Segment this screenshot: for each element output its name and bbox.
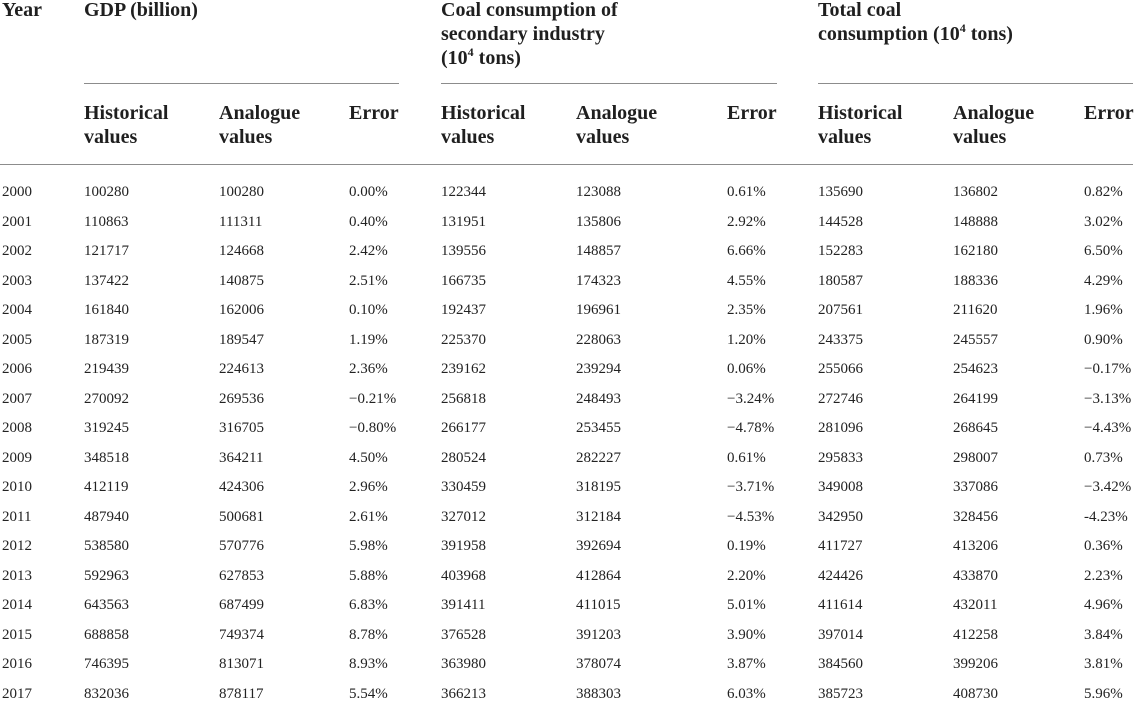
subheader-coal-secondary-error: Error <box>727 102 777 124</box>
cell-gdp-historical: 100280 <box>84 184 129 200</box>
cell-coal-secondary-historical: 366213 <box>441 685 486 702</box>
cell-gdp-error: 2.61% <box>349 508 388 525</box>
cell-total-coal-historical: 272746 <box>818 390 863 407</box>
cell-total-coal-historical: 397014 <box>818 626 863 643</box>
cell-total-coal-analogue: 245557 <box>953 331 998 348</box>
subheader-total-coal-analogue-line1: Analogue <box>953 102 1035 124</box>
cell-coal-secondary-historical: 131951 <box>441 213 486 230</box>
header-year: Year <box>2 0 42 21</box>
table-row <box>0 414 1145 444</box>
cell-gdp-historical: 219439 <box>84 361 129 377</box>
cell-total-coal-analogue: 136802 <box>953 184 998 200</box>
cell-total-coal-historical: 152283 <box>818 243 863 259</box>
header-total-coal-pre: consumption (10 <box>818 23 960 45</box>
cell-total-coal-historical: 135690 <box>818 184 863 200</box>
cell-total-coal-error: −3.13% <box>1084 390 1132 407</box>
cell-coal-secondary-analogue: 196961 <box>576 302 621 318</box>
header-coal-secondary-unit-post: tons) <box>473 47 521 69</box>
table-row <box>0 355 1145 385</box>
cell-gdp-analogue: 424306 <box>219 479 264 495</box>
cell-gdp-historical: 110863 <box>84 213 129 230</box>
cell-total-coal-analogue: 337086 <box>953 479 998 495</box>
cell-coal-secondary-historical: 166735 <box>441 272 486 289</box>
cell-total-coal-error: −4.43% <box>1084 420 1132 436</box>
cell-year: 2017 <box>2 685 32 702</box>
cell-total-coal-historical: 281096 <box>818 420 863 436</box>
cell-coal-secondary-error: 0.19% <box>727 538 766 554</box>
cell-coal-secondary-error: 2.35% <box>727 302 766 318</box>
cell-year: 2012 <box>2 538 32 554</box>
cell-total-coal-analogue: 162180 <box>953 243 998 259</box>
cell-gdp-error: −0.80% <box>349 420 397 436</box>
cell-gdp-error: 8.78% <box>349 626 388 643</box>
cell-coal-secondary-error: 0.61% <box>727 184 766 200</box>
subheader-gdp-historical-line1: Historical <box>84 102 169 124</box>
cell-coal-secondary-error: 4.55% <box>727 272 766 289</box>
cell-coal-secondary-historical: 403968 <box>441 567 486 584</box>
cell-coal-secondary-error: 5.01% <box>727 597 766 613</box>
cell-coal-secondary-analogue: 253455 <box>576 420 621 436</box>
table-row <box>0 326 1145 356</box>
cell-total-coal-error: 4.96% <box>1084 597 1123 613</box>
cell-gdp-historical: 121717 <box>84 243 129 259</box>
cell-coal-secondary-error: 2.92% <box>727 213 766 230</box>
cell-year: 2005 <box>2 331 32 348</box>
cell-gdp-analogue: 316705 <box>219 420 264 436</box>
cell-coal-secondary-analogue: 228063 <box>576 331 621 348</box>
rule-total-coal-group <box>818 83 1133 84</box>
header-coal-secondary-unit <box>441 46 618 72</box>
header-coal-secondary <box>441 0 618 72</box>
cell-gdp-historical: 487940 <box>84 508 129 525</box>
cell-total-coal-error: 5.96% <box>1084 685 1123 702</box>
cell-coal-secondary-historical: 376528 <box>441 626 486 643</box>
cell-total-coal-historical: 207561 <box>818 302 863 318</box>
rule-gdp-group <box>84 83 399 84</box>
subheader-coal-secondary-historical-line1: Historical <box>441 102 526 124</box>
cell-coal-secondary-historical: 266177 <box>441 420 486 436</box>
cell-coal-secondary-error: 3.87% <box>727 656 766 672</box>
cell-total-coal-historical: 385723 <box>818 685 863 702</box>
cell-gdp-analogue: 570776 <box>219 538 264 554</box>
table-row <box>0 621 1145 651</box>
cell-year: 2014 <box>2 597 32 613</box>
subheader-total-coal-analogue <box>953 101 1034 149</box>
subheader-gdp-analogue-line2: values <box>219 126 273 148</box>
header-coal-secondary-unit-pre: (10 <box>441 47 468 69</box>
cell-gdp-historical: 832036 <box>84 685 129 702</box>
table-row <box>0 267 1145 297</box>
cell-gdp-historical: 187319 <box>84 331 129 348</box>
cell-year: 2002 <box>2 243 32 259</box>
subheader-total-coal-analogue-line2: values <box>953 126 1007 148</box>
cell-gdp-analogue: 687499 <box>219 597 264 613</box>
cell-total-coal-historical: 255066 <box>818 361 863 377</box>
cell-gdp-historical: 688858 <box>84 626 129 643</box>
cell-total-coal-analogue: 408730 <box>953 685 998 702</box>
cell-gdp-error: 5.88% <box>349 567 388 584</box>
cell-gdp-analogue: 124668 <box>219 243 264 259</box>
cell-total-coal-error: 3.02% <box>1084 213 1123 230</box>
cell-gdp-error: −0.21% <box>349 390 397 407</box>
cell-gdp-error: 4.50% <box>349 449 388 466</box>
cell-coal-secondary-analogue: 123088 <box>576 184 621 200</box>
cell-total-coal-analogue: 412258 <box>953 626 998 643</box>
cell-total-coal-error: 2.23% <box>1084 567 1123 584</box>
subheader-gdp-historical <box>84 101 168 149</box>
cell-gdp-analogue: 162006 <box>219 302 264 318</box>
cell-total-coal-historical: 411614 <box>818 597 863 613</box>
rule-coal-secondary-group <box>441 83 777 84</box>
table-row <box>0 591 1145 621</box>
cell-gdp-analogue: 878117 <box>219 685 264 702</box>
cell-gdp-historical: 643563 <box>84 597 129 613</box>
cell-total-coal-historical: 424426 <box>818 567 863 584</box>
header-total-coal-post: tons) <box>965 23 1013 45</box>
cell-gdp-error: 5.98% <box>349 538 388 554</box>
cell-gdp-historical: 538580 <box>84 538 129 554</box>
cell-total-coal-error: 3.84% <box>1084 626 1123 643</box>
cell-total-coal-error: 6.50% <box>1084 243 1123 259</box>
cell-total-coal-analogue: 399206 <box>953 656 998 672</box>
header-coal-secondary-line1: Coal consumption of <box>441 0 618 21</box>
cell-year: 2003 <box>2 272 32 289</box>
cell-year: 2008 <box>2 420 32 436</box>
cell-coal-secondary-historical: 391958 <box>441 538 486 554</box>
cell-total-coal-error: 0.73% <box>1084 449 1123 466</box>
cell-year: 2015 <box>2 626 32 643</box>
cell-gdp-error: 1.19% <box>349 331 388 348</box>
table-row <box>0 473 1145 503</box>
cell-coal-secondary-error: 6.66% <box>727 243 766 259</box>
cell-year: 2000 <box>2 184 32 200</box>
cell-coal-secondary-analogue: 318195 <box>576 479 621 495</box>
cell-gdp-analogue: 749374 <box>219 626 264 643</box>
cell-total-coal-historical: 384560 <box>818 656 863 672</box>
cell-gdp-historical: 592963 <box>84 567 129 584</box>
header-total-coal <box>818 0 1013 48</box>
cell-total-coal-historical: 342950 <box>818 508 863 525</box>
cell-total-coal-error: 0.90% <box>1084 331 1123 348</box>
cell-gdp-error: 8.93% <box>349 656 388 672</box>
header-coal-secondary-unit-sup: 4 <box>467 45 474 59</box>
cell-coal-secondary-error: −3.24% <box>727 390 775 407</box>
cell-year: 2006 <box>2 361 32 377</box>
cell-gdp-error: 0.40% <box>349 213 388 230</box>
cell-total-coal-error: 0.36% <box>1084 538 1123 554</box>
cell-coal-secondary-historical: 139556 <box>441 243 486 259</box>
cell-coal-secondary-historical: 363980 <box>441 656 486 672</box>
cell-gdp-analogue: 140875 <box>219 272 264 289</box>
cell-total-coal-analogue: 264199 <box>953 390 998 407</box>
table-row <box>0 503 1145 533</box>
cell-gdp-historical: 319245 <box>84 420 129 436</box>
subheader-gdp-error: Error <box>349 102 399 124</box>
cell-coal-secondary-analogue: 411015 <box>576 597 621 613</box>
table-row <box>0 237 1145 267</box>
cell-year: 2013 <box>2 567 32 584</box>
cell-total-coal-error: 4.29% <box>1084 272 1123 289</box>
subheader-gdp-analogue-line1: Analogue <box>219 102 301 124</box>
subheader-total-coal-historical-line1: Historical <box>818 102 903 124</box>
cell-coal-secondary-error: −4.53% <box>727 508 775 525</box>
cell-gdp-error: 2.51% <box>349 272 388 289</box>
table-body <box>0 178 1145 709</box>
cell-year: 2011 <box>2 508 32 525</box>
cell-gdp-historical: 746395 <box>84 656 129 672</box>
cell-coal-secondary-historical: 330459 <box>441 479 486 495</box>
cell-coal-secondary-historical: 239162 <box>441 361 486 377</box>
subheader-coal-secondary-analogue-line1: Analogue <box>576 102 658 124</box>
cell-total-coal-historical: 243375 <box>818 331 863 348</box>
cell-coal-secondary-error: −4.78% <box>727 420 775 436</box>
cell-gdp-historical: 412119 <box>84 479 129 495</box>
cell-coal-secondary-analogue: 391203 <box>576 626 621 643</box>
cell-total-coal-analogue: 298007 <box>953 449 998 466</box>
cell-coal-secondary-error: 2.20% <box>727 567 766 584</box>
subheader-total-coal-historical <box>818 101 902 149</box>
subheader-coal-secondary-historical-line2: values <box>441 126 495 148</box>
cell-coal-secondary-historical: 225370 <box>441 331 486 348</box>
cell-gdp-error: 5.54% <box>349 685 388 702</box>
cell-gdp-historical: 348518 <box>84 449 129 466</box>
cell-gdp-analogue: 269536 <box>219 390 264 407</box>
cell-total-coal-historical: 411727 <box>818 538 863 554</box>
cell-coal-secondary-historical: 192437 <box>441 302 486 318</box>
header-gdp: GDP (billion) <box>84 0 198 21</box>
subheader-coal-secondary-historical <box>441 101 525 149</box>
cell-gdp-error: 0.10% <box>349 302 388 318</box>
cell-coal-secondary-analogue: 378074 <box>576 656 621 672</box>
cell-coal-secondary-analogue: 282227 <box>576 449 621 466</box>
cell-gdp-analogue: 111311 <box>219 213 263 230</box>
cell-coal-secondary-analogue: 392694 <box>576 538 621 554</box>
cell-gdp-analogue: 100280 <box>219 184 264 200</box>
subheader-gdp-analogue <box>219 101 300 149</box>
cell-total-coal-analogue: 413206 <box>953 538 998 554</box>
cell-gdp-error: 0.00% <box>349 184 388 200</box>
rule-header-bottom <box>0 164 1133 165</box>
header-total-coal-sup: 4 <box>959 21 966 35</box>
cell-total-coal-error: −0.17% <box>1084 361 1132 377</box>
table-row <box>0 208 1145 238</box>
cell-coal-secondary-error: −3.71% <box>727 479 775 495</box>
table-row <box>0 532 1145 562</box>
cell-coal-secondary-analogue: 135806 <box>576 213 621 230</box>
cell-gdp-error: 2.36% <box>349 361 388 377</box>
cell-coal-secondary-analogue: 412864 <box>576 567 621 584</box>
subheader-total-coal-historical-line2: values <box>818 126 872 148</box>
cell-total-coal-historical: 295833 <box>818 449 863 466</box>
cell-coal-secondary-error: 0.61% <box>727 449 766 466</box>
cell-coal-secondary-error: 3.90% <box>727 626 766 643</box>
cell-gdp-historical: 161840 <box>84 302 129 318</box>
cell-total-coal-error: 1.96% <box>1084 302 1123 318</box>
cell-gdp-analogue: 224613 <box>219 361 264 377</box>
cell-total-coal-error: -4.23% <box>1084 508 1128 525</box>
header-total-coal-line1: Total coal <box>818 0 902 21</box>
cell-coal-secondary-historical: 391411 <box>441 597 486 613</box>
cell-gdp-analogue: 189547 <box>219 331 264 348</box>
cell-total-coal-analogue: 268645 <box>953 420 998 436</box>
cell-coal-secondary-analogue: 174323 <box>576 272 621 289</box>
cell-coal-secondary-analogue: 248493 <box>576 390 621 407</box>
cell-total-coal-analogue: 433870 <box>953 567 998 584</box>
cell-gdp-error: 2.96% <box>349 479 388 495</box>
cell-gdp-historical: 137422 <box>84 272 129 289</box>
subheader-gdp-historical-line2: values <box>84 126 138 148</box>
cell-total-coal-historical: 180587 <box>818 272 863 289</box>
cell-gdp-analogue: 627853 <box>219 567 264 584</box>
cell-coal-secondary-analogue: 388303 <box>576 685 621 702</box>
subheader-coal-secondary-analogue <box>576 101 657 149</box>
cell-total-coal-analogue: 188336 <box>953 272 998 289</box>
cell-year: 2004 <box>2 302 32 318</box>
cell-coal-secondary-historical: 327012 <box>441 508 486 525</box>
cell-total-coal-historical: 144528 <box>818 213 863 230</box>
cell-total-coal-analogue: 432011 <box>953 597 998 613</box>
cell-year: 2007 <box>2 390 32 407</box>
subheader-coal-secondary-analogue-line2: values <box>576 126 630 148</box>
cell-year: 2016 <box>2 656 32 672</box>
table-row <box>0 385 1145 415</box>
cell-gdp-analogue: 500681 <box>219 508 264 525</box>
cell-gdp-historical: 270092 <box>84 390 129 407</box>
cell-total-coal-error: −3.42% <box>1084 479 1132 495</box>
cell-coal-secondary-analogue: 239294 <box>576 361 621 377</box>
cell-coal-secondary-historical: 280524 <box>441 449 486 466</box>
cell-coal-secondary-historical: 122344 <box>441 184 486 200</box>
cell-total-coal-error: 3.81% <box>1084 656 1123 672</box>
cell-coal-secondary-error: 0.06% <box>727 361 766 377</box>
cell-total-coal-analogue: 254623 <box>953 361 998 377</box>
cell-year: 2010 <box>2 479 32 495</box>
table-row <box>0 178 1145 208</box>
table-row <box>0 296 1145 326</box>
table-row <box>0 650 1145 680</box>
cell-coal-secondary-analogue: 148857 <box>576 243 621 259</box>
cell-gdp-error: 2.42% <box>349 243 388 259</box>
cell-gdp-analogue: 813071 <box>219 656 264 672</box>
table-row <box>0 444 1145 474</box>
cell-total-coal-error: 0.82% <box>1084 184 1123 200</box>
cell-coal-secondary-analogue: 312184 <box>576 508 621 525</box>
table-row <box>0 680 1145 710</box>
cell-coal-secondary-historical: 256818 <box>441 390 486 407</box>
header-total-coal-line2 <box>818 22 1013 48</box>
header-coal-secondary-line2: secondary industry <box>441 23 605 45</box>
cell-year: 2001 <box>2 213 32 230</box>
cell-total-coal-analogue: 148888 <box>953 213 998 230</box>
cell-year: 2009 <box>2 449 32 466</box>
cell-coal-secondary-error: 1.20% <box>727 331 766 348</box>
cell-total-coal-historical: 349008 <box>818 479 863 495</box>
cell-gdp-analogue: 364211 <box>219 449 264 466</box>
cell-coal-secondary-error: 6.03% <box>727 685 766 702</box>
table-row <box>0 562 1145 592</box>
cell-gdp-error: 6.83% <box>349 597 388 613</box>
cell-total-coal-analogue: 328456 <box>953 508 998 525</box>
subheader-total-coal-error: Error <box>1084 102 1134 124</box>
cell-total-coal-analogue: 211620 <box>953 302 998 318</box>
